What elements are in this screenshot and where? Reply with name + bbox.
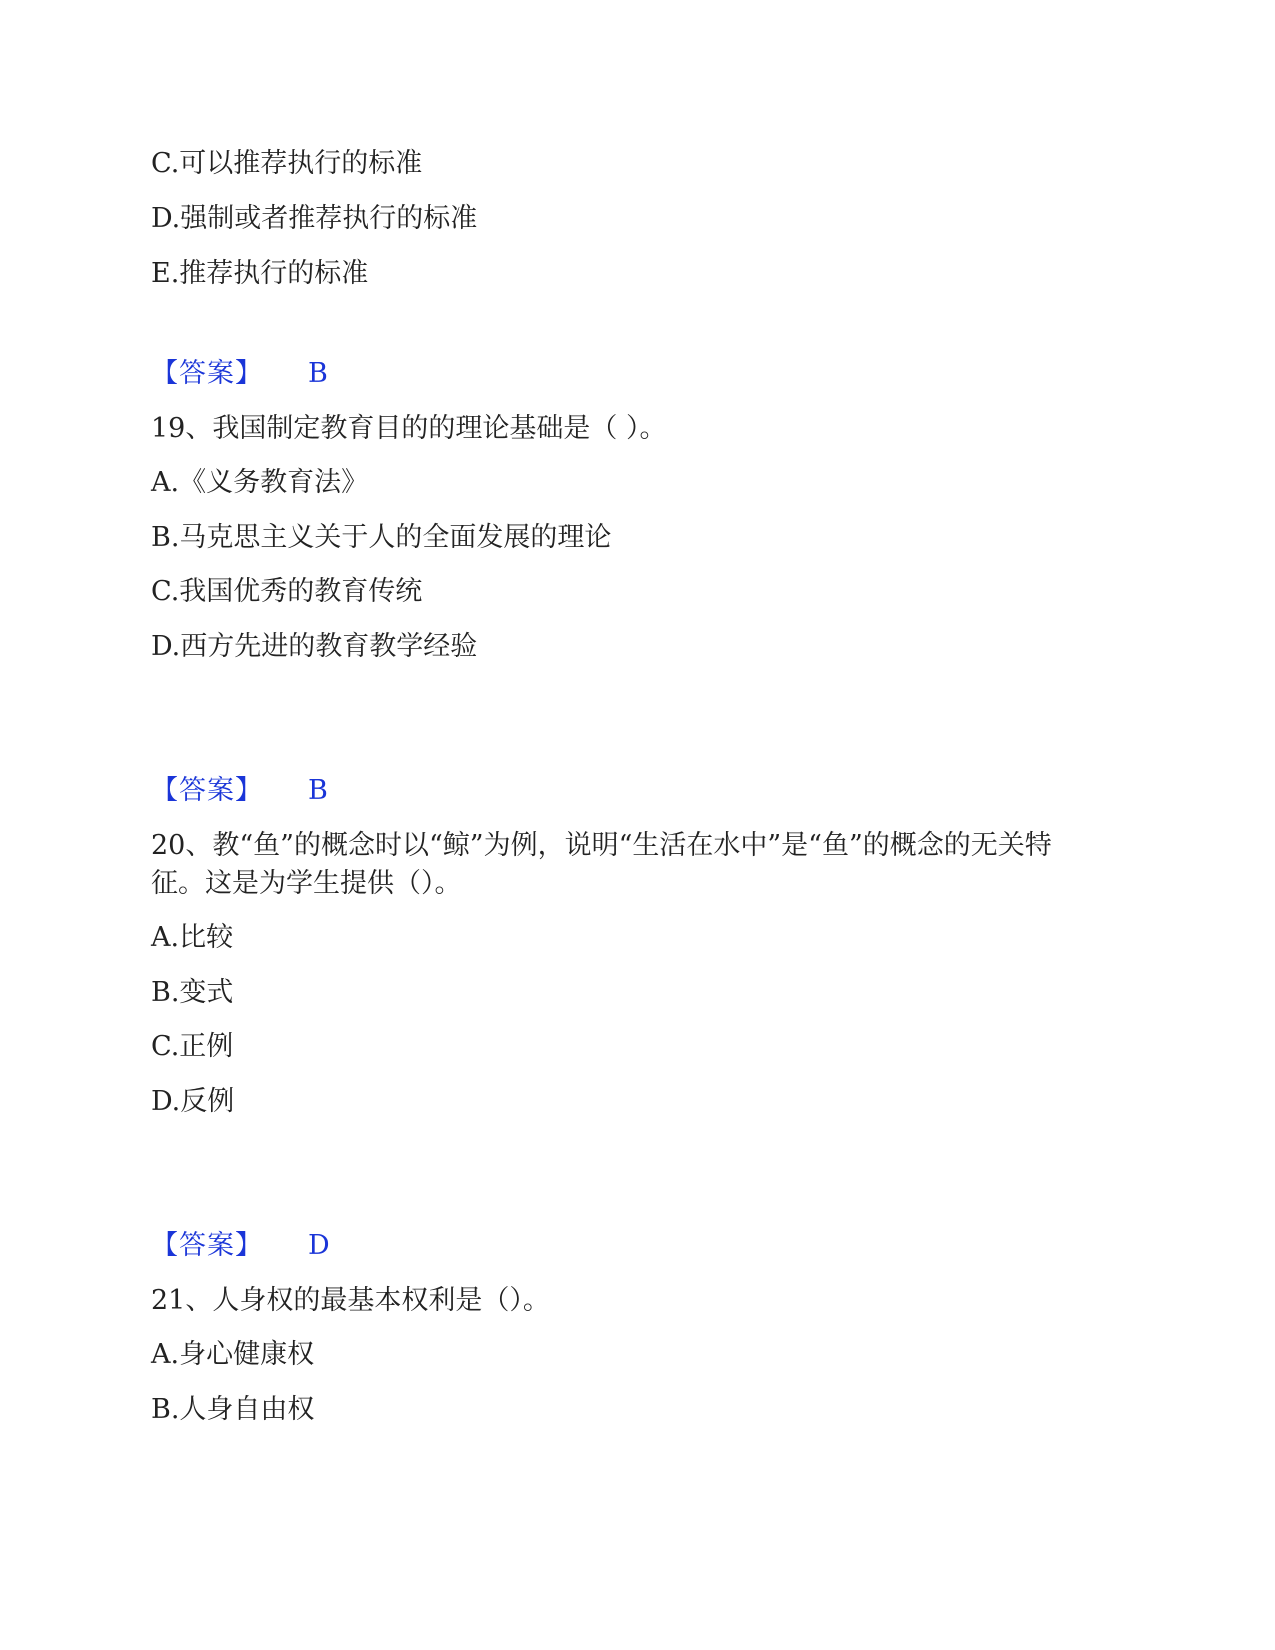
- answer-value: B: [308, 358, 328, 389]
- q21-option-a: A.身心健康权: [151, 1339, 315, 1370]
- answer-label: 【答案】: [151, 358, 263, 389]
- q20-stem-line-1: 20、教“鱼”的概念时以“鲸”为例，说明“生活在水中”是“鱼”的概念的无关特: [151, 830, 1052, 861]
- q20-stem-line-2: 征。这是为学生提供（）。: [151, 868, 462, 899]
- q19-answer: [151, 775, 328, 807]
- q19-option-c: C.我国优秀的教育传统: [151, 576, 423, 607]
- q19-option-a: A.《义务教育法》: [151, 467, 369, 498]
- answer-label: 【答案】: [151, 1230, 263, 1261]
- q21-option-b: B.人身自由权: [151, 1394, 315, 1425]
- q20-answer: [151, 1230, 330, 1262]
- q21-stem: 21、人身权的最基本权利是（）。: [151, 1285, 550, 1316]
- q19-stem: 19、我国制定教育目的的理论基础是（ ）。: [151, 413, 667, 444]
- q18-answer: [151, 358, 328, 390]
- q20-option-d: D.反例: [151, 1086, 235, 1117]
- answer-value: B: [308, 775, 328, 806]
- q18-option-e: E.推荐执行的标准: [151, 258, 369, 289]
- answer-label: 【答案】: [151, 775, 263, 806]
- answer-value: D: [308, 1230, 330, 1261]
- q20-option-b: B.变式: [151, 977, 234, 1008]
- q20-option-a: A.比较: [151, 922, 234, 953]
- q19-option-b: B.马克思主义关于人的全面发展的理论: [151, 522, 612, 553]
- q18-option-d: D.强制或者推荐执行的标准: [151, 203, 478, 234]
- q19-option-d: D.西方先进的教育教学经验: [151, 631, 478, 662]
- q20-option-c: C.正例: [151, 1031, 234, 1062]
- q18-option-c: C.可以推荐执行的标准: [151, 148, 423, 179]
